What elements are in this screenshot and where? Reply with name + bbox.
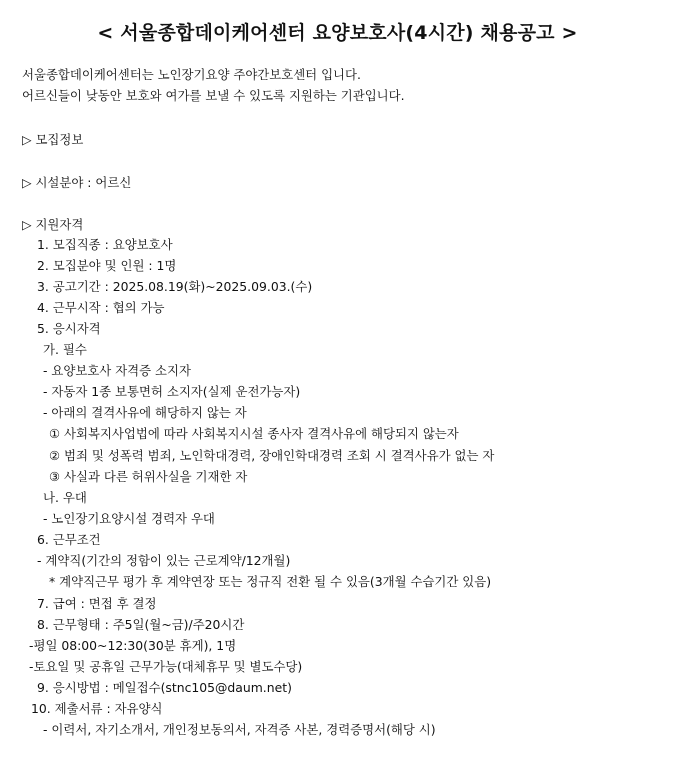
item-work-schedule: 8. 근무형태 : 주5일(월~금)/주20시간 xyxy=(37,617,245,632)
item-disqualification-3: ③ 사실과 다른 허위사실을 기재한 자 xyxy=(49,469,248,484)
item-required-certificate: - 요양보호사 자격증 소지자 xyxy=(43,363,191,378)
item-preferred-experience: - 노인장기요양시설 경력자 우대 xyxy=(43,511,215,526)
item-work-start: 4. 근무시작 : 협의 가능 xyxy=(37,300,165,315)
item-weekday-hours: -평일 08:00~12:30(30분 휴게), 1명 xyxy=(29,638,237,653)
item-required-no-disqualification: - 아래의 결격사유에 해당하지 않는 자 xyxy=(43,405,247,420)
page-title: < 서울종합데이케어센터 요양보호사(4시간) 채용공고 > xyxy=(97,22,578,44)
item-application-method: 9. 응시방법 : 메일접수(stnc105@daum.net) xyxy=(37,680,292,695)
item-document-list: - 이력서, 자기소개서, 개인정보동의서, 자격증 사본, 경력증명서(해당 시) xyxy=(43,722,436,737)
item-contract-note: * 계약직근무 평가 후 계약연장 또는 정규직 전환 될 수 있음(3개월 수습기간 있음) xyxy=(49,574,492,589)
item-salary: 7. 급여 : 면접 후 결정 xyxy=(37,596,157,611)
item-required-heading: 가. 필수 xyxy=(43,342,87,357)
item-contract-type: - 계약직(기간의 정함이 있는 근로계약/12개월) xyxy=(37,553,291,568)
item-posting-period: 3. 공고기간 : 2025.08.19(화)~2025.09.03.(수) xyxy=(37,279,313,294)
section-recruit-info: ▷ 모집정보 xyxy=(22,132,84,147)
item-work-conditions: 6. 근무조건 xyxy=(37,532,101,547)
item-recruit-count: 2. 모집분야 및 인원 : 1명 xyxy=(37,258,177,273)
section-application: ▷ 지원자격 xyxy=(22,217,84,232)
item-disqualification-2: ② 범죄 및 성폭력 범죄, 노인학대경력, 장애인학대경력 조회 시 결격사유가 없는 자 xyxy=(49,448,495,463)
item-qualifications: 5. 응시자격 xyxy=(37,321,101,336)
item-weekend-work: -토요일 및 공휴일 근무가능(대체휴무 및 별도수당) xyxy=(29,659,303,674)
item-disqualification-1: ① 사회복지사업법에 따라 사회복지시설 종사자 결격사유에 해당되지 않는자 xyxy=(49,426,459,441)
intro-line-1: 서울종합데이케어센터는 노인장기요양 주야간보호센터 입니다. xyxy=(22,67,361,82)
intro-line-2: 어르신들이 낮동안 보호와 여가를 보낼 수 있도록 지원하는 기관입니다. xyxy=(22,88,405,103)
item-required-documents: 10. 제출서류 : 자유양식 xyxy=(31,701,163,716)
item-preferred-heading: 나. 우대 xyxy=(43,490,87,505)
item-required-license: - 자동자 1종 보통면허 소지자(실제 운전가능자) xyxy=(43,384,301,399)
section-facility-field: ▷ 시설분야 : 어르신 xyxy=(22,175,132,190)
item-recruit-job: 1. 모집직종 : 요양보호사 xyxy=(37,237,173,252)
